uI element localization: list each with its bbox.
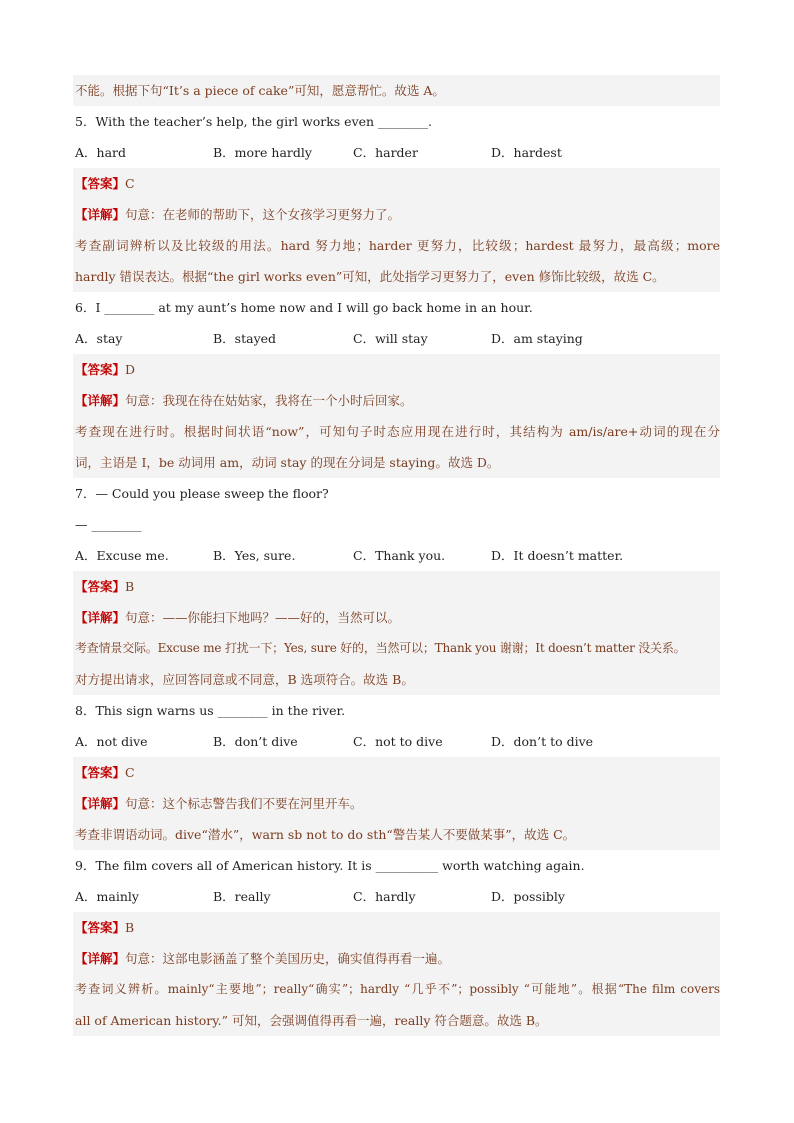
- detail-line: 【详解】句意：这部电影涵盖了整个美国历史，确实值得再看一遍。: [73, 943, 720, 974]
- question-8: 8．This sign warns us ________ in the river.: [75, 703, 346, 718]
- option-a: A．hard: [75, 145, 127, 160]
- detail-tag: 【详解】: [75, 393, 126, 408]
- question-5: 5．With the teacher’s help, the girl works even ________.: [75, 114, 433, 129]
- option-d: D．possibly: [491, 889, 565, 904]
- explanation-line: 词，主语是 I，be 动词用 am，动词 stay 的现在分词是 staying。故选 D。: [73, 447, 720, 478]
- answer-tag: 【答案】: [75, 765, 126, 780]
- option-b: B．really: [213, 889, 271, 904]
- detail-tag: 【详解】: [75, 951, 126, 966]
- answer-line: [73, 912, 720, 943]
- question-7-reply-blank: — ________: [75, 517, 142, 532]
- answer-value: C: [125, 176, 135, 191]
- option-a: A．not dive: [75, 734, 148, 749]
- detail-tag: 【详解】: [75, 610, 126, 625]
- option-d: D．don’t to dive: [491, 734, 594, 749]
- detail-line: 【详解】句意：——你能扫下地吗？——好的，当然可以。: [73, 602, 720, 633]
- option-b: B．don’t dive: [213, 734, 298, 749]
- explanation-line: 考查情景交际。Excuse me 打扰一下；Yes, sure 好的，当然可以；Thank you 谢谢；It doesn’t matter 没关系。: [73, 633, 720, 664]
- answer-line: [73, 354, 720, 385]
- answer-line: [73, 168, 720, 199]
- question-7: 7．— Could you please sweep the floor?: [75, 486, 329, 501]
- document-page: [75, 75, 720, 1036]
- answer-value: B: [125, 579, 135, 594]
- question-6-options: [75, 323, 720, 354]
- explanation-line: 考查非谓语动词。dive“潜水”，warn sb not to do sth“警告某人不要做某事”，故选 C。: [73, 819, 720, 850]
- option-d: D．It doesn’t matter.: [491, 548, 624, 563]
- option-a: A．Excuse me.: [75, 548, 169, 563]
- option-c: C．Thank you.: [353, 548, 446, 563]
- question-8-options: [75, 726, 720, 757]
- answer-value: B: [125, 920, 135, 935]
- answer-value: C: [125, 765, 135, 780]
- explanation-line: 对方提出请求，应回答同意或不同意，B 选项符合。故选 B。: [73, 664, 720, 695]
- answer-tag: 【答案】: [75, 920, 126, 935]
- detail-line: 【详解】句意：我现在待在姑姑家，我将在一个小时后回家。: [73, 385, 720, 416]
- option-b: B．more hardly: [213, 145, 312, 160]
- option-a: A．mainly: [75, 889, 139, 904]
- explanation-line: hardly 错误表达。根据“the girl works even”可知，此处指学习更努力了，even 修饰比较级，故选 C。: [73, 261, 720, 292]
- answer-tag: 【答案】: [75, 176, 126, 191]
- answer-tag: 【答案】: [75, 362, 126, 377]
- option-b: B．Yes, sure.: [213, 548, 296, 563]
- explanation-line: 考查现在进行时。根据时间状语“now”，可知句子时态应用现在进行时，其结构为 am/is/are+动词的现在分: [73, 416, 720, 447]
- explanation-line: 考查词义辨析。mainly“主要地”；really“确实”；hardly “几乎不”；possibly “可能地”。根据“The film covers: [73, 974, 720, 1005]
- option-c: C．harder: [353, 145, 418, 160]
- detail-line: 【详解】句意：在老师的帮助下，这个女孩学习更努力了。: [73, 199, 720, 230]
- answer-line: [73, 757, 720, 788]
- detail-tag: 【详解】: [75, 796, 126, 811]
- answer-value: D: [125, 362, 136, 377]
- question-9: 9．The film covers all of American history. It is __________ worth watching again.: [75, 858, 585, 873]
- detail-tag: 【详解】: [75, 207, 126, 222]
- option-d: D．hardest: [491, 145, 562, 160]
- option-d: D．am staying: [491, 331, 583, 346]
- explanation-line: 考查副词辨析以及比较级的用法。hard 努力地；harder 更努力，比较级；hardest 最努力，最高级；more: [73, 230, 720, 261]
- question-5-options: [75, 137, 720, 168]
- option-c: C．hardly: [353, 889, 416, 904]
- answer-tag: 【答案】: [75, 579, 126, 594]
- explanation-line: all of American history.” 可知，会强调值得再看一遍，really 符合题意。故选 B。: [73, 1005, 720, 1036]
- option-a: A．stay: [75, 331, 123, 346]
- detail-line: 【详解】句意：这个标志警告我们不要在河里开车。: [73, 788, 720, 819]
- option-c: C．not to dive: [353, 734, 443, 749]
- question-7-options: [75, 540, 720, 571]
- question-6: 6．I ________ at my aunt’s home now and I will go back home in an hour.: [75, 300, 533, 315]
- answer-line: [73, 571, 720, 602]
- question-9-options: [75, 881, 720, 912]
- option-c: C．will stay: [353, 331, 428, 346]
- explanation-line: 不能。根据下句“It’s a piece of cake”可知，愿意帮忙。故选 A。: [73, 75, 720, 106]
- option-b: B．stayed: [213, 331, 277, 346]
